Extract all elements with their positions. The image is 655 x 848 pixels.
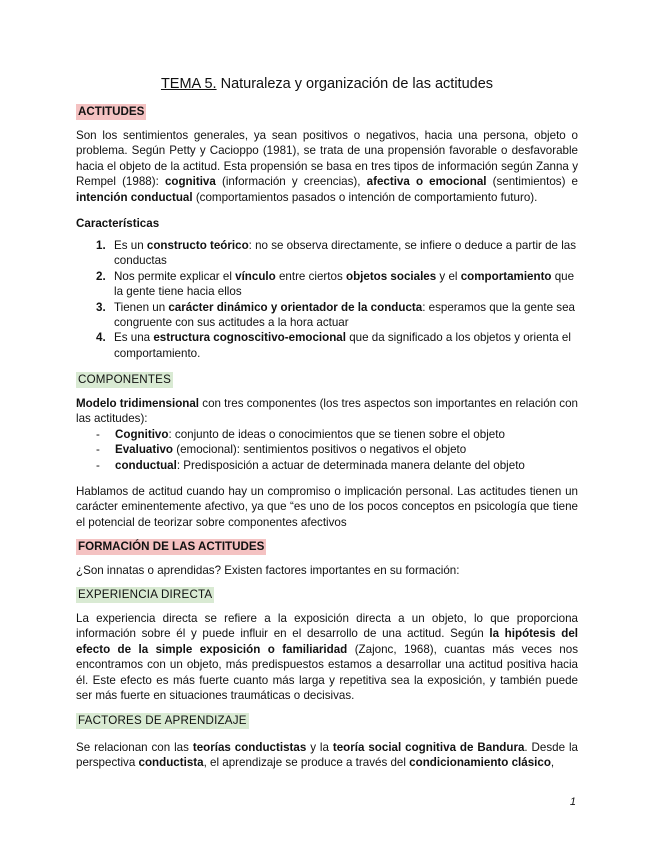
list-item xyxy=(96,427,578,442)
text-run: : conjunto de ideas o conocimientos que se tienen sobre el objeto xyxy=(168,428,505,441)
caracteristicas-list xyxy=(96,238,578,361)
bold-term: condicionamiento clásico xyxy=(409,756,551,770)
componentes-intro xyxy=(76,396,578,427)
bold-term: teoría social cognitiva de Bandura xyxy=(332,741,525,754)
bold-term: estructura cognoscitivo-emocional xyxy=(153,331,346,345)
componentes-list xyxy=(96,427,578,473)
text-run: Son los sentimientos generales, ya sean positivos o negativos, hacia una persona, objeto o problema. Según Petty y Cacioppo (1981), se trata de una propensión favorable o desfavorable hacia el objeto de la actitud. Esta propensión se basa en tres tipos de información según Zanna y Rempel (1988): xyxy=(76,129,578,189)
section-heading-factores: FACTORES DE APRENDIZAJE xyxy=(78,714,247,727)
bold-term: conductual xyxy=(115,458,177,472)
formacion-heading-wrap xyxy=(76,539,578,555)
text-run: (Zajonc, 1968), cuantas más veces nos encontramos con un objeto, más predispuestos estamos a desarrollar una actitud positiva hacia él. Este efecto es más fuerte cuanto más larga y repetitiva sea la exposición, y también puede ser más fuerte en situaciones traumáticas o decisivas. xyxy=(76,642,578,703)
bold-term: vínculo xyxy=(235,269,276,283)
text-run: que la gente tiene hacia ellos xyxy=(114,269,575,299)
text-run: : no se observa directamente, se infiere o deduce a partir de las conductas xyxy=(114,239,577,268)
text-run: que da significado a los objetos y orienta el comportamiento. xyxy=(114,331,571,360)
bold-term: Evaluativo xyxy=(115,443,173,457)
list-number: 1. xyxy=(96,239,106,252)
list-dash: - xyxy=(96,443,100,457)
actitudes-heading-wrap xyxy=(76,104,578,120)
bold-term: afectiva o emocional xyxy=(366,175,487,189)
text-run: y la xyxy=(306,741,333,754)
bold-term: objetos sociales xyxy=(345,269,437,283)
factores-heading-wrap xyxy=(76,713,578,729)
text-run: . Desde la perspectiva xyxy=(76,741,578,770)
text-run: Nos permite explicar el xyxy=(114,269,236,283)
text-run: (comportamientos pasados o intención de comportamiento futuro). xyxy=(192,190,538,204)
list-number: 2. xyxy=(96,269,106,283)
list-dash: - xyxy=(96,428,100,441)
componentes-heading-wrap xyxy=(76,372,578,388)
bold-term: cognitiva xyxy=(164,175,216,189)
bold-term: Cognitivo xyxy=(115,428,169,441)
list-number: 3. xyxy=(96,300,106,314)
list-item xyxy=(96,300,578,331)
text-run: La experiencia directa se refiere a la exposición directa a un objeto, lo que proporciona información sobre él y puede influir en el desarrollo de una actitud. Según xyxy=(76,612,578,641)
bold-term: teorías conductistas xyxy=(192,741,307,754)
list-item xyxy=(96,238,578,269)
bold-term: Modelo tridimensional xyxy=(76,397,200,410)
bold-term: la hipótesis del efecto de la simple exposición o familiaridad xyxy=(76,627,578,656)
section-heading-actitudes: ACTITUDES xyxy=(78,105,145,118)
componentes-paragraph: Hablamos de actitud cuando hay un compromiso o implicación personal. Las actitudes tienen un carácter eminentemente afectivo, ya que “es uno de los pocos conceptos en psicología que tiene el potencial de teorizar sobre componentes afectivos xyxy=(76,485,578,529)
bold-term: intención conductual xyxy=(76,190,193,204)
bold-term: comportamiento xyxy=(460,269,552,283)
text-run: (emocional): sentimientos positivos o negativos el objeto xyxy=(173,443,467,457)
list-item xyxy=(96,330,578,361)
caracteristicas-heading: Características xyxy=(76,217,160,230)
section-heading-formacion: FORMACIÓN DE LAS ACTITUDES xyxy=(78,540,265,553)
bold-term: carácter dinámico y orientador de la conducta xyxy=(168,300,423,314)
page-number: 1 xyxy=(569,796,576,808)
text-run: y el xyxy=(436,269,461,283)
factores-paragraph xyxy=(76,740,578,771)
document-title xyxy=(76,76,578,92)
title-prefix: TEMA 5. xyxy=(160,76,217,92)
text-run: , xyxy=(550,756,555,770)
actitudes-definition xyxy=(76,128,578,205)
experiencia-paragraph xyxy=(76,611,578,703)
list-item xyxy=(96,458,578,473)
section-heading-componentes: COMPONENTES xyxy=(78,373,172,386)
list-dash: - xyxy=(96,458,100,472)
title-text: Naturaleza y organización de las actitudes xyxy=(216,76,494,92)
text-run: entre ciertos xyxy=(275,269,346,283)
formacion-question: ¿Son innatas o aprendidas? Existen factores importantes en su formación: xyxy=(76,564,460,577)
text-run: : Predisposición a actuar de determinada manera delante del objeto xyxy=(176,458,525,472)
section-heading-experiencia: EXPERIENCIA DIRECTA xyxy=(78,588,213,601)
text-run: (sentimientos) e xyxy=(486,175,579,189)
text-run: Es un xyxy=(114,239,147,252)
text-run: , el aprendizaje se produce a través del xyxy=(203,756,410,770)
text-run: : esperamos que la gente sea congruente con sus actitudes a la hora actuar xyxy=(114,300,575,330)
text-run: Se relacionan con las xyxy=(76,741,193,754)
text-run: Es una xyxy=(114,331,154,345)
text-run: (información y creencias), xyxy=(215,175,367,189)
list-item xyxy=(96,269,578,300)
bold-term: constructo teórico xyxy=(146,239,249,252)
experiencia-heading-wrap xyxy=(76,587,578,603)
list-number: 4. xyxy=(96,331,106,345)
list-item xyxy=(96,442,578,457)
text-run: con tres componentes (los tres aspectos son importantes en relación con las actitudes): xyxy=(76,397,579,426)
bold-term: conductista xyxy=(138,756,204,770)
text-run: Tienen un xyxy=(114,300,169,314)
